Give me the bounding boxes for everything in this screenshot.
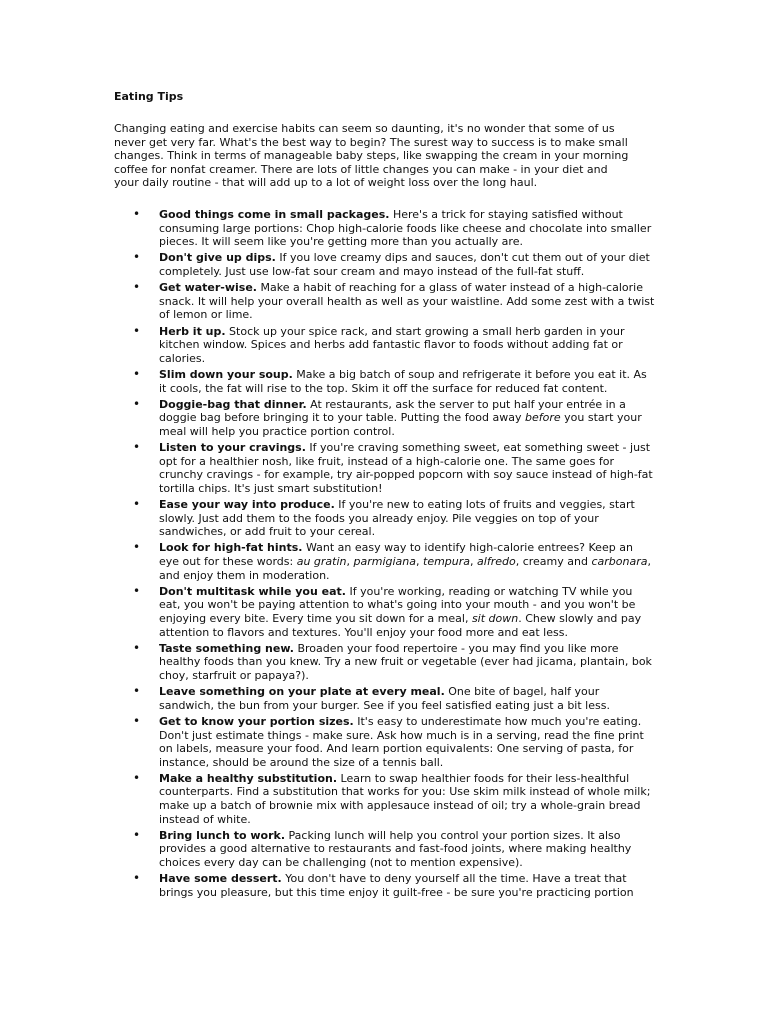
tip-emphasis: au gratin xyxy=(296,555,347,568)
tip-item xyxy=(133,583,655,639)
tip-text: Here's a trick for staying satisfied without consuming large portions: Chop high-calorie foods like cheese and chocolate into smaller pieces. It will seem like you're getting more than you actually are. xyxy=(159,208,652,249)
tip-emphasis: before xyxy=(525,411,561,425)
tip-text: . Chew slowly and pay attention to flavors and textures. You'll enjoy your food more and eat less. xyxy=(159,611,642,639)
tip-item xyxy=(133,713,655,769)
tip-emphasis: tempura xyxy=(423,555,471,568)
tip-text: , xyxy=(416,555,424,568)
tip-heading: Taste something new. xyxy=(159,641,294,655)
tip-item xyxy=(133,207,655,249)
bullet-icon: • xyxy=(133,280,141,295)
tip-emphasis: sit down xyxy=(471,611,519,625)
tip-heading: Doggie-bag that dinner. xyxy=(159,397,307,411)
tip-heading: Get water-wise. xyxy=(159,281,257,295)
tip-text: If you're new to eating lots of fruits and veggies, start slowly. Just add them to the foods you already enjoy. Pile veggies on top of your sandwiches, or add fruit to your cereal. xyxy=(159,498,635,539)
tip-heading: Ease your way into produce. xyxy=(159,498,335,512)
bullet-icon: • xyxy=(133,871,141,886)
bullet-icon: • xyxy=(133,396,141,411)
tip-text: Make a habit of reaching for a glass of water instead of a high-calorie snack. It will help your overall health as well as your waistline. Add some zest with a twist of lemon or lime. xyxy=(159,281,655,322)
bullet-icon: • xyxy=(133,827,141,842)
bullet-icon: • xyxy=(133,207,141,221)
tip-item xyxy=(133,250,655,278)
tip-item xyxy=(133,684,655,712)
tip-heading: Look for high-fat hints. xyxy=(159,541,303,555)
tip-item xyxy=(133,396,655,439)
tip-text: , and enjoy them in moderation. xyxy=(159,555,651,582)
tip-emphasis: parmigiana xyxy=(353,555,417,568)
tip-item xyxy=(133,280,655,322)
tip-heading: Good things come in small packages. xyxy=(159,208,390,221)
tip-text: , creamy and xyxy=(515,555,592,568)
tip-heading: Don't multitask while you eat. xyxy=(159,584,346,598)
bullet-icon: • xyxy=(133,540,141,555)
tip-heading: Get to know your portion sizes. xyxy=(159,714,354,728)
tip-item xyxy=(133,440,655,495)
tip-emphasis: alfredo xyxy=(477,555,516,568)
page-title: Eating Tips xyxy=(114,90,184,103)
tip-text: If you're working, reading or watching TV while you eat, you won't be paying attention to what's going into your mouth - and you won't be enjoying every bite. Every time you sit down for a meal, xyxy=(159,584,636,625)
tip-text: Learn to swap healthier foods for their less-healthful counterparts. Find a substitution that works for you: Use skim milk instead of whole milk; make up a batch of brownie mix with applesauce instead of oil; try a whole-grain bread instead of white. xyxy=(159,771,651,826)
intro-paragraph: Changing eating and exercise habits can seem so daunting, it's no wonder that some of us never get very far. What's the best way to begin? The surest way to success is to make small changes. Think in terms of manageable baby steps, like swapping the cream in your morning coffee for nonfat creamer. There are lots of little changes you can make - in your diet and your daily routine - that will add up to a lot of weight loss over the long haul. xyxy=(114,122,629,190)
tip-heading: Make a healthy substitution. xyxy=(159,771,338,785)
bullet-icon: • xyxy=(133,497,141,512)
tip-heading: Don't give up dips. xyxy=(159,251,276,265)
tip-text: One bite of bagel, half your sandwich, the bun from your burger. See if you feel satisfied eating just a bit less. xyxy=(159,685,610,712)
tip-item xyxy=(133,871,655,899)
tip-heading: Slim down your soup. xyxy=(159,367,293,381)
bullet-icon: • xyxy=(133,366,141,381)
tip-item xyxy=(133,323,655,366)
tip-heading: Herb it up. xyxy=(159,324,226,338)
tip-item xyxy=(133,640,655,683)
bullet-icon: • xyxy=(133,323,141,338)
tips-list xyxy=(133,207,655,902)
tip-text: Stock up your spice rack, and start growing a small herb garden in your kitchen window. Spices and herbs add fantastic flavor to foods without adding fat or calories. xyxy=(159,324,625,365)
tip-heading: Leave something on your plate at every meal. xyxy=(159,685,445,699)
bullet-icon: • xyxy=(133,770,141,785)
tip-text: , xyxy=(346,555,354,568)
tip-text: , xyxy=(470,555,478,568)
bullet-icon: • xyxy=(133,583,141,598)
tip-heading: Listen to your cravings. xyxy=(159,441,306,455)
tip-text: If you love creamy dips and sauces, don't cut them out of your diet completely. Just use low-fat sour cream and mayo instead of the full-fat stuff. xyxy=(159,251,650,278)
tip-text: You don't have to deny yourself all the time. Have a treat that brings you pleasure, but this time enjoy it guilt-free - be sure you're practicing portion xyxy=(159,872,634,899)
tip-item xyxy=(133,497,655,539)
tip-item xyxy=(133,770,655,826)
tip-heading: Have some dessert. xyxy=(159,872,282,886)
tip-text: Make a big batch of soup and refrigerate it before you eat it. As it cools, the fat will rise to the top. Skim it off the surface for reduced fat content. xyxy=(159,367,647,395)
bullet-icon: • xyxy=(133,440,141,455)
tip-item xyxy=(133,540,655,582)
tip-text: you start your meal will help you practice portion control. xyxy=(159,411,642,438)
tip-heading: Bring lunch to work. xyxy=(159,828,286,842)
tip-text: Want an easy way to identify high-calorie entrees? Keep an eye out for these words: xyxy=(159,541,633,568)
bullet-icon: • xyxy=(133,250,141,265)
tip-text: It's easy to underestimate how much you're eating. Don't just estimate things - make sure. Ask how much is in a serving, read the fine print on labels, measure your food. And learn portion equivalents: One serving of pasta, for instance, should be around the size of a tennis ball. xyxy=(159,714,644,769)
tip-text: Broaden your food repertoire - you may find you like more healthy foods than you knew. Try a new fruit or vegetable (ever had jicama, plantain, bok choy, starfruit or papaya?). xyxy=(159,641,652,682)
tip-text: Packing lunch will help you control your portion sizes. It also provides a good alternative to restaurants and fast-food joints, where making healthy choices every day can be challenging (not to mention expensive). xyxy=(159,828,632,870)
tip-text: At restaurants, ask the server to put half your entrée in a doggie bag before bringing it to your table. Putting the food away xyxy=(159,397,626,425)
tip-item xyxy=(133,366,655,395)
bullet-icon: • xyxy=(133,713,141,728)
tip-item xyxy=(133,827,655,870)
bullet-icon: • xyxy=(133,640,141,655)
tip-emphasis: carbonara xyxy=(591,555,648,568)
bullet-icon: • xyxy=(133,684,141,699)
tip-text: If you're craving something sweet, eat something sweet - just opt for a healthier nosh, like fruit, instead of a high-calorie one. The same goes for crunchy cravings - for example, try air-popped popcorn with soy sauce instead of high-fat tortilla chips. It's just smart substitution! xyxy=(159,441,653,495)
